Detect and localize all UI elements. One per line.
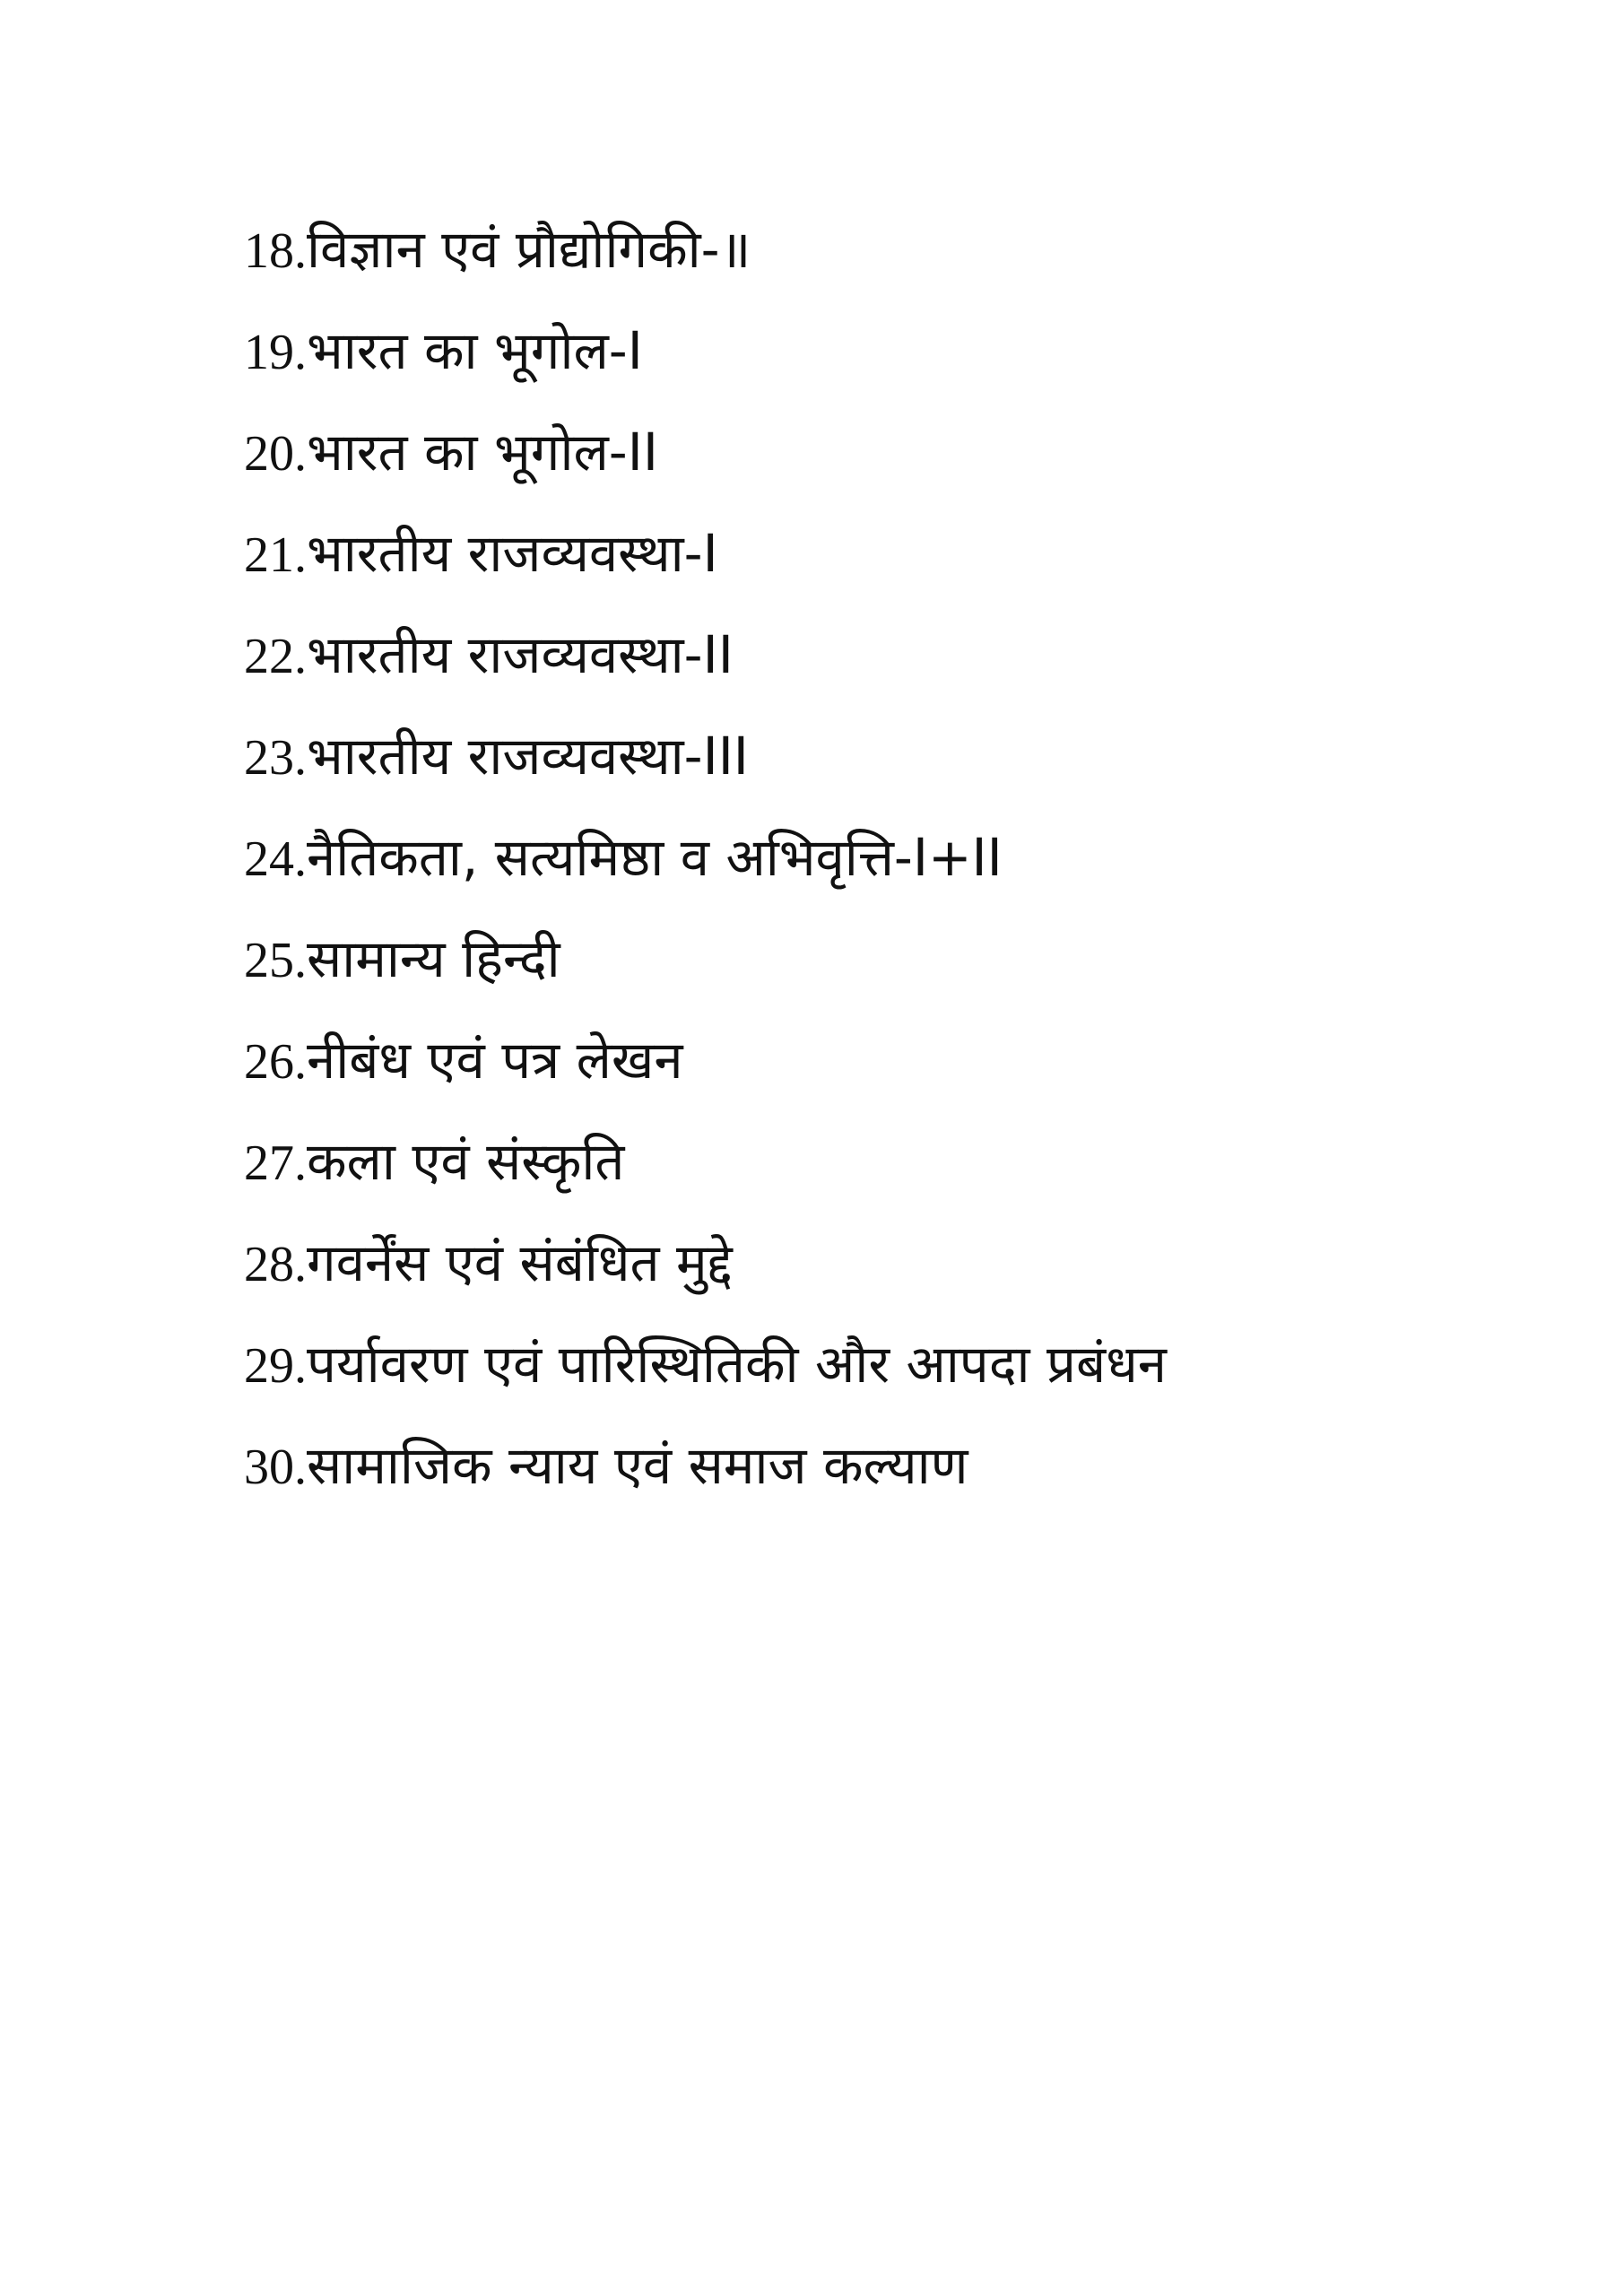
topic-title: विज्ञान एवं प्रौद्योगिकी-॥ bbox=[307, 219, 751, 280]
topic-number: 29. bbox=[244, 1338, 307, 1394]
topic-title: भारत का भूगोल-II bbox=[307, 422, 658, 483]
topic-title: नीबंध एवं पत्र लेखन bbox=[307, 1030, 683, 1091]
topic-item-25 bbox=[244, 909, 1571, 1010]
topic-title: नैतिकता, सत्यमिष्ठा व अभिवृत्ति-I+II bbox=[307, 827, 1003, 888]
topic-number: 19. bbox=[244, 325, 307, 380]
topic-number: 22. bbox=[244, 629, 307, 684]
topic-number: 21. bbox=[244, 527, 307, 583]
topic-item-28 bbox=[244, 1213, 1571, 1314]
topic-title: भारतीय राजव्यवस्था-II bbox=[307, 624, 734, 685]
topic-number: 23. bbox=[244, 730, 307, 786]
topic-title: गवर्नेंस एवं संबंधित मुद्दे bbox=[307, 1232, 733, 1293]
topic-item-20 bbox=[244, 402, 1571, 503]
topic-item-23 bbox=[244, 706, 1571, 807]
topic-item-27 bbox=[244, 1111, 1571, 1213]
topic-number: 24. bbox=[244, 831, 307, 887]
topic-number: 25. bbox=[244, 933, 307, 988]
topic-number: 27. bbox=[244, 1135, 307, 1191]
topic-item-18 bbox=[244, 199, 1571, 300]
topic-number: 20. bbox=[244, 426, 307, 482]
topic-title: भारतीय राजव्यवस्था-I bbox=[307, 523, 718, 584]
topic-item-21 bbox=[244, 503, 1571, 604]
topic-title: कला एवं संस्कृति bbox=[307, 1131, 625, 1192]
topic-title: सामान्य हिन्दी bbox=[307, 928, 560, 989]
topic-number: 30. bbox=[244, 1439, 307, 1495]
topic-number: 18. bbox=[244, 223, 307, 279]
topic-number: 26. bbox=[244, 1034, 307, 1090]
topic-title: पर्यावरण एवं पारिस्थितिकी और आपदा प्रबंधन bbox=[307, 1334, 1167, 1395]
topic-item-26 bbox=[244, 1010, 1571, 1111]
topic-item-19 bbox=[244, 300, 1571, 402]
topic-list bbox=[244, 199, 1571, 1517]
topic-item-30 bbox=[244, 1415, 1571, 1517]
topic-item-24 bbox=[244, 807, 1571, 909]
topic-item-29 bbox=[244, 1314, 1571, 1415]
topic-item-22 bbox=[244, 604, 1571, 706]
topic-number: 28. bbox=[244, 1237, 307, 1292]
topic-title: भारत का भूगोल-I bbox=[307, 320, 643, 381]
topic-title: भारतीय राजव्यवस्था-III bbox=[307, 726, 749, 787]
topic-title: सामाजिक न्याय एवं समाज कल्याण bbox=[307, 1435, 968, 1496]
